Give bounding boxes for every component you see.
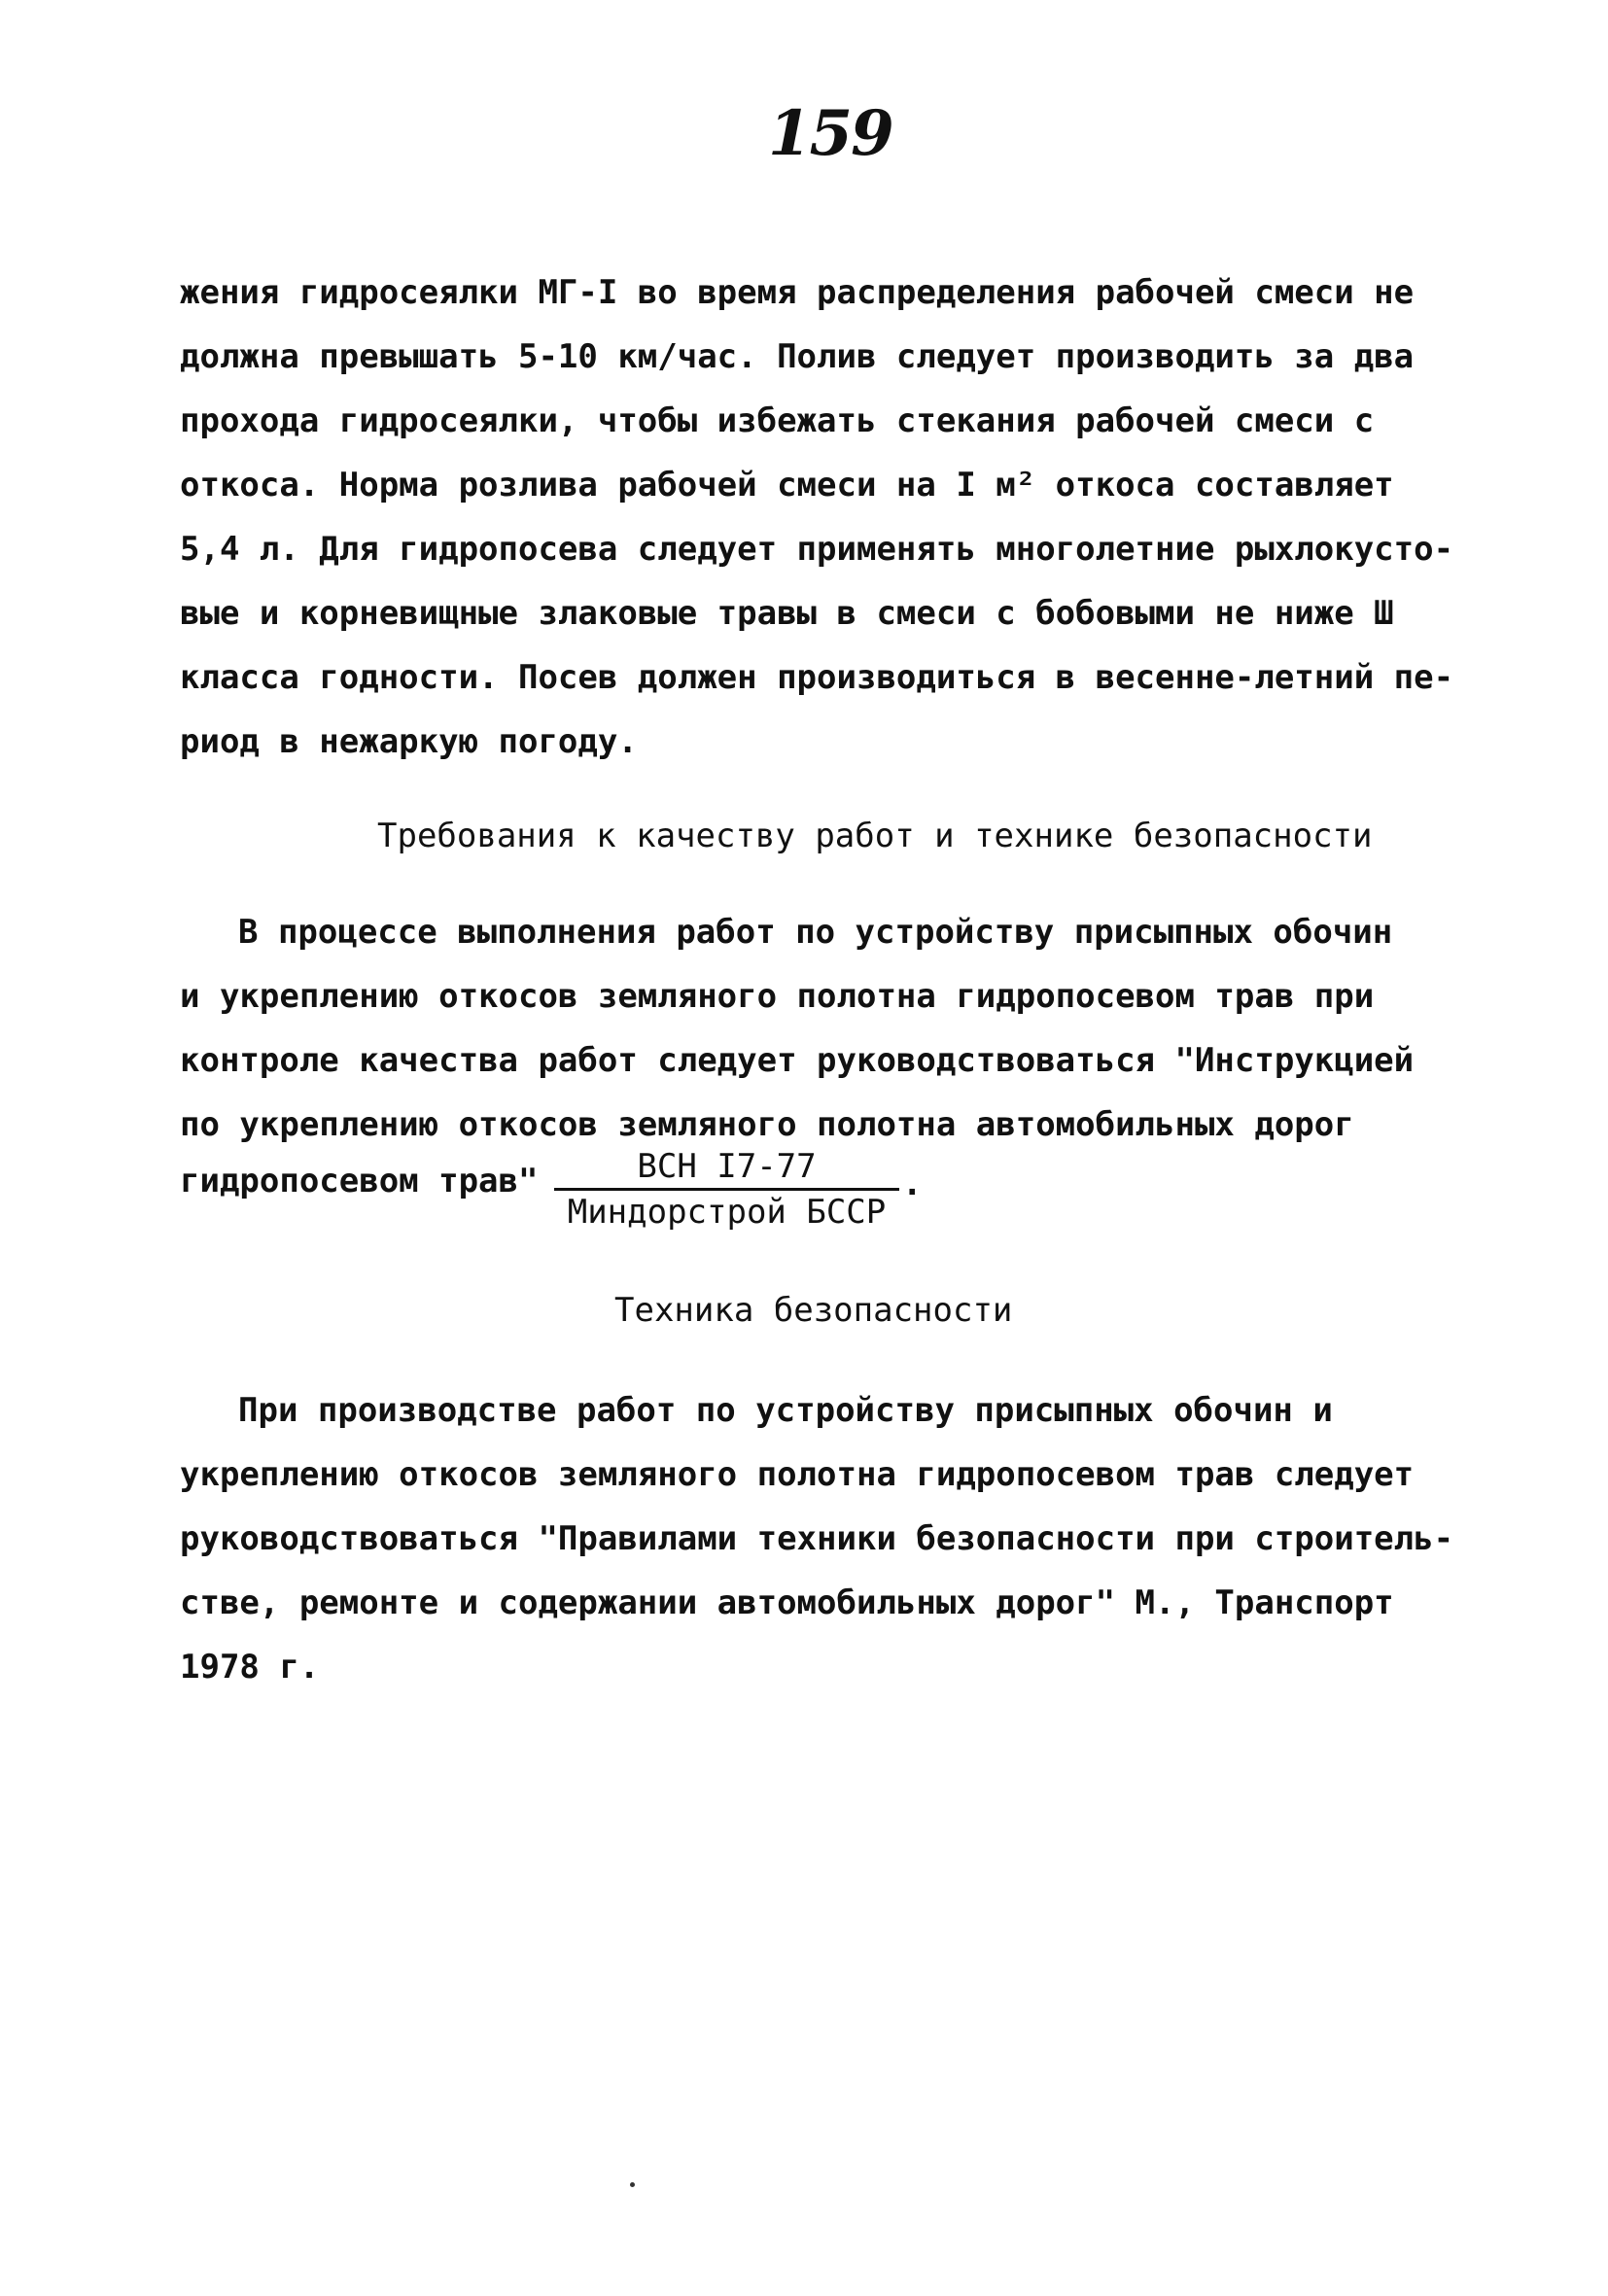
text-line: прохода гидросеялки, чтобы избежать стекания рабочей смеси с xyxy=(180,401,1375,440)
text-line: класса годности. Посев должен производиться в весенне-летний пе- xyxy=(180,658,1454,697)
paragraph-safety xyxy=(180,1378,1454,1699)
paragraph-quality xyxy=(180,900,1444,1157)
text-line: жения гидросеялки МГ-I во время распределения рабочей смеси не xyxy=(180,273,1415,312)
page-number: 159 xyxy=(768,97,892,170)
text-line: откоса. Норма розлива рабочей смеси на I м² откоса составляет xyxy=(180,466,1394,504)
scan-speck xyxy=(630,2182,635,2187)
section-heading-quality: Требования к качеству работ и технике безопасности xyxy=(377,817,1373,855)
text-line: должна превышать 5-10 км/час. Полив следует производить за два xyxy=(180,337,1415,376)
text-line: по укреплению откосов земляного полотна автомобильных дорог xyxy=(180,1105,1354,1144)
fraction-denominator: Миндорстрой БССР xyxy=(567,1193,887,1232)
text-line: контроле качества работ следует руководствоваться "Инструкцией xyxy=(180,1041,1415,1080)
text-line: 5,4 л. Для гидропосева следует применять многолетние рыхлокусто- xyxy=(180,530,1454,569)
text-line: и укреплению откосов земляного полотна гидропосевом трав при xyxy=(180,977,1375,1016)
reference-fraction xyxy=(554,1147,899,1232)
reference-period: . xyxy=(902,1165,923,1203)
section-heading-safety: Техника безопасности xyxy=(614,1291,1013,1330)
paragraph-technology xyxy=(180,261,1454,774)
reference-line: гидропосевом трав" xyxy=(180,1162,539,1200)
text-line: 1978 г. xyxy=(180,1648,320,1687)
text-line: стве, ремонте и содержании автомобильных дорог" М., Транспорт xyxy=(180,1583,1394,1622)
text-line: вые и корневищные злаковые травы в смеси с бобовыми не ниже Ш xyxy=(180,594,1394,633)
text-line: руководствоваться "Правилами техники безопасности при строитель- xyxy=(180,1519,1454,1558)
fraction-numerator: ВСН I7-77 xyxy=(554,1147,899,1191)
text-line: При производстве работ по устройству присыпных обочин и xyxy=(238,1391,1333,1430)
text-line: укреплению откосов земляного полотна гидропосевом трав следует xyxy=(180,1455,1415,1494)
text-line: В процессе выполнения работ по устройству присыпных обочин xyxy=(238,913,1393,952)
text-line: риод в нежаркую погоду. xyxy=(180,722,638,761)
